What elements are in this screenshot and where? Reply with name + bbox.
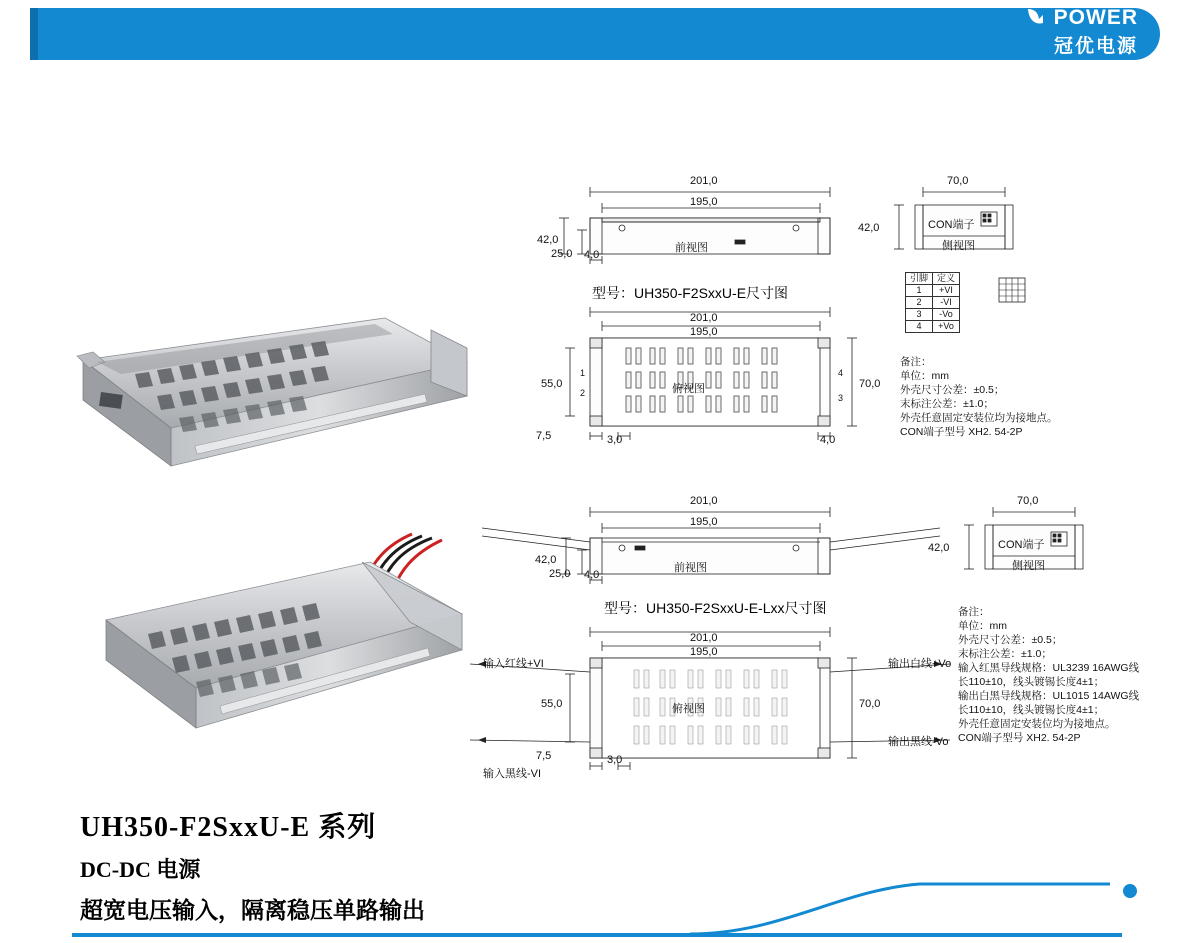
pin-cell-2-0: 3 <box>906 309 933 321</box>
pin-marker-1: 1 <box>580 368 586 378</box>
front-view-label-bottom: 前视图 <box>674 562 707 574</box>
pin-cell-1-0: 2 <box>906 297 933 309</box>
page-header <box>0 0 1192 68</box>
pin-cell-0-1: +VI <box>933 285 960 297</box>
dim-topview2-length-outer: 201,0 <box>690 632 718 644</box>
dim-front-length-outer: 201,0 <box>690 175 718 187</box>
page-title-block <box>80 805 720 925</box>
dim-front2-height-inner: 25,0 <box>549 568 571 580</box>
note-line: 外壳任意固定安装位均为接地点。 <box>958 718 1116 730</box>
note-line: 备注： <box>958 606 990 618</box>
footer-dot <box>1123 884 1137 898</box>
top-view-label-bottom: 俯视图 <box>672 703 705 715</box>
header-banner <box>30 8 1160 60</box>
dim-front2-length-outer: 201,0 <box>690 495 718 507</box>
dim-topview-offset-right: 4,0 <box>820 434 836 446</box>
note-line: 输出白黑导线规格：UL1015 14AWG线 <box>958 690 1140 702</box>
pin-cell-3-0: 4 <box>906 321 933 333</box>
dim-side-width: 70,0 <box>947 175 969 187</box>
footer-swoosh <box>690 880 1110 936</box>
note-line: 外壳尺寸公差：±0.5； <box>958 634 1063 646</box>
dim-topview2-width-right: 70,0 <box>859 698 881 710</box>
brand-name-en: POWER <box>1053 6 1138 29</box>
brand-name-cn: 冠优电源 <box>1053 36 1138 57</box>
dim-topview-offset-bottom: 3,0 <box>607 434 623 446</box>
note-line: 外壳尺寸公差：±0.5； <box>900 384 1005 396</box>
pin-header-0: 引脚 <box>906 273 933 285</box>
table-row <box>906 285 960 297</box>
dim-topview-offset-left: 7,5 <box>536 430 552 442</box>
note-line: CON端子型号 XH2. 54-2P <box>958 732 1081 744</box>
product-photo-top <box>75 300 475 500</box>
dim-front-edge: 4,0 <box>584 249 600 261</box>
wire-label-output-black: 输出黑线-Vo <box>888 736 949 748</box>
side-view-label-bottom: 侧视图 <box>1012 560 1045 572</box>
dim-front2-length-inner: 195,0 <box>690 516 718 528</box>
pin-cell-1-1: -VI <box>933 297 960 309</box>
pin-marker-4: 4 <box>838 368 844 378</box>
front-view-bottom-drawing <box>470 480 990 610</box>
page-title: UH350-F2SxxU-E 系列 <box>80 812 377 843</box>
dim-topview2-width-left: 55,0 <box>541 698 563 710</box>
dim-front2-edge: 4,0 <box>584 569 600 581</box>
dim-topview-length-inner: 195,0 <box>690 326 718 338</box>
power-leaf-icon <box>1024 6 1048 30</box>
note-line: 长110±10，线头镀锡长度4±1； <box>958 676 1105 688</box>
pin-marker-2: 2 <box>580 388 586 398</box>
dim-topview-length-outer: 201,0 <box>690 312 718 324</box>
connector-detail-icon <box>995 272 1035 312</box>
wire-label-input-red: 输入红线+VI <box>483 658 544 670</box>
note-line: 外壳任意固定安装位均为接地点。 <box>900 412 1058 424</box>
side-view-label-top: 侧视图 <box>942 240 975 252</box>
dim-topview-width-left: 55,0 <box>541 378 563 390</box>
con-terminal-label-top: CON端子 <box>928 219 975 231</box>
product-photo-bottom <box>70 510 490 770</box>
notes-top <box>900 355 1058 439</box>
dim-topview-width-right: 70,0 <box>859 378 881 390</box>
dim-front-height: 42,0 <box>537 234 559 246</box>
dim-topview2-length-inner: 195,0 <box>690 646 718 658</box>
top-view-label: 俯视图 <box>672 383 705 395</box>
brand-logo <box>1024 6 1138 58</box>
top-view-bottom-drawing <box>530 620 990 780</box>
note-line: 备注： <box>900 356 932 368</box>
pin-header-1: 定义 <box>933 273 960 285</box>
pin-marker-3: 3 <box>838 393 844 403</box>
pin-cell-0-0: 1 <box>906 285 933 297</box>
dim-side2-height: 42,0 <box>928 542 950 554</box>
dim-front-length-inner: 195,0 <box>690 196 718 208</box>
note-line: 单位：mm <box>900 370 949 382</box>
dim-side-height: 42,0 <box>858 222 880 234</box>
page-subtitle-2: 超宽电压输入，隔离稳压单路输出 <box>80 898 425 923</box>
wire-label-input-black: 输入黑线-VI <box>483 768 542 780</box>
note-line: 长110±10，线头镀锡长度4±1； <box>958 704 1105 716</box>
wire-label-output-white: 输出白线+Vo <box>888 658 952 670</box>
front-view-label: 前视图 <box>675 242 708 254</box>
model-label-bottom: 型号：UH350-F2SxxU-E-Lxx尺寸图 <box>604 600 827 616</box>
side-view-bottom-drawing <box>975 480 1115 590</box>
con-terminal-label-bottom: CON端子 <box>998 539 1045 551</box>
model-label-top: 型号：UH350-F2SxxU-E尺寸图 <box>592 285 789 301</box>
note-line: CON端子型号 XH2. 54-2P <box>900 426 1023 438</box>
dim-front2-height: 42,0 <box>535 554 557 566</box>
dim-topview2-offset-bottom: 3,0 <box>607 754 623 766</box>
notes-bottom <box>958 605 1139 745</box>
page-subtitle-1: DC-DC 电源 <box>80 857 201 882</box>
pin-cell-2-1: -Vo <box>933 309 960 321</box>
note-line: 末标注公差：±1.0； <box>958 648 1052 660</box>
side-view-top-drawing <box>905 160 1045 270</box>
dim-front-height-inner: 25,0 <box>551 248 573 260</box>
note-line: 单位：mm <box>958 620 1007 632</box>
dim-topview2-offset-left: 7,5 <box>536 750 552 762</box>
note-line: 输入红黑导线规格：UL3239 16AWG线 <box>958 662 1140 674</box>
note-line: 末标注公差：±1.0； <box>900 398 994 410</box>
dim-side2-width: 70,0 <box>1017 495 1039 507</box>
footer-rule <box>72 933 1122 937</box>
pin-cell-3-1: +Vo <box>933 321 960 333</box>
